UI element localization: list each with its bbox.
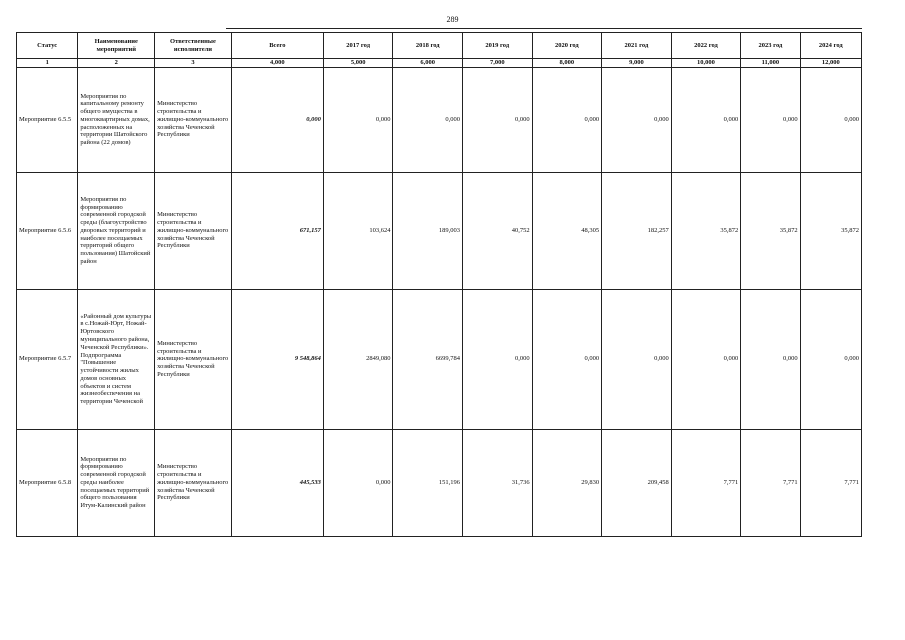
row-value: 0,000 bbox=[800, 67, 861, 172]
header-year: 2021 год bbox=[602, 33, 672, 59]
row-value: 0,000 bbox=[671, 289, 741, 429]
index-cell: 8,000 bbox=[532, 59, 602, 68]
header-status: Статус bbox=[17, 33, 78, 59]
row-total: 0,000 bbox=[231, 67, 323, 172]
row-executors: Министерство строительства и жилищно-коммунального хозяйства Чеченской Республики bbox=[155, 67, 232, 172]
row-value: 35,872 bbox=[671, 172, 741, 289]
header-year: 2017 год bbox=[323, 33, 393, 59]
row-total: 445,533 bbox=[231, 429, 323, 536]
header-year: 2019 год bbox=[463, 33, 533, 59]
index-cell: 12,000 bbox=[800, 59, 861, 68]
row-value: 0,000 bbox=[323, 429, 393, 536]
row-value: 0,000 bbox=[671, 67, 741, 172]
table-row bbox=[17, 172, 862, 289]
row-name: «Районный дом культуры в с.Ножай-Юрт, Ножай-Юртовского муниципального района, Чеченской Республики». Подпрограмма "Повышение устойчивости жилых домов основных объектов и систем жизнеобеспечения на территории Чеченской bbox=[78, 289, 155, 429]
header-top-line bbox=[226, 28, 862, 29]
row-value: 7,771 bbox=[741, 429, 800, 536]
row-status: Мероприятие 6.5.8 bbox=[17, 429, 78, 536]
row-value: 0,000 bbox=[532, 289, 602, 429]
index-cell: 6,000 bbox=[393, 59, 463, 68]
index-cell: 10,000 bbox=[671, 59, 741, 68]
row-executors: Министерство строительства и жилищно-коммунального хозяйства Чеченской Республики bbox=[155, 429, 232, 536]
row-value: 40,752 bbox=[463, 172, 533, 289]
row-value: 209,458 bbox=[602, 429, 672, 536]
row-value: 48,305 bbox=[532, 172, 602, 289]
row-status: Мероприятие 6.5.5 bbox=[17, 67, 78, 172]
row-name: Мероприятия по формированию современной городской среды (благоустройство дворовых территорий и наиболее посещаемых территорий общего пользования) Шатойский район bbox=[78, 172, 155, 289]
row-value: 103,624 bbox=[323, 172, 393, 289]
header-year: 2022 год bbox=[671, 33, 741, 59]
header-year: 2018 год bbox=[393, 33, 463, 59]
index-cell: 9,000 bbox=[602, 59, 672, 68]
table-row bbox=[17, 67, 862, 172]
page-number: 289 bbox=[446, 15, 459, 24]
row-value: 0,000 bbox=[532, 67, 602, 172]
row-value: 0,000 bbox=[323, 67, 393, 172]
row-value: 0,000 bbox=[602, 67, 672, 172]
header-year: 2024 год bbox=[800, 33, 861, 59]
row-value: 0,000 bbox=[602, 289, 672, 429]
row-value: 151,196 bbox=[393, 429, 463, 536]
row-value: 31,736 bbox=[463, 429, 533, 536]
row-executors: Министерство строительства и жилищно-коммунального хозяйства Чеченской Республики bbox=[155, 289, 232, 429]
header-executors: Ответственные исполнители bbox=[155, 33, 232, 59]
index-cell: 5,000 bbox=[323, 59, 393, 68]
row-value: 0,000 bbox=[463, 67, 533, 172]
row-status: Мероприятие 6.5.6 bbox=[17, 172, 78, 289]
row-total: 9 548,864 bbox=[231, 289, 323, 429]
row-total: 671,157 bbox=[231, 172, 323, 289]
row-value: 29,830 bbox=[532, 429, 602, 536]
row-status: Мероприятие 6.5.7 bbox=[17, 289, 78, 429]
index-cell: 7,000 bbox=[463, 59, 533, 68]
index-row bbox=[17, 59, 862, 68]
row-value: 6699,784 bbox=[393, 289, 463, 429]
row-value: 0,000 bbox=[393, 67, 463, 172]
row-name: Мероприятия по формированию современной городской среды наиболее посещаемых территорий общего пользования Итум-Калинский район bbox=[78, 429, 155, 536]
row-value: 7,771 bbox=[800, 429, 861, 536]
row-value: 0,000 bbox=[741, 289, 800, 429]
row-value: 35,872 bbox=[800, 172, 861, 289]
row-value: 0,000 bbox=[800, 289, 861, 429]
header-total: Всего bbox=[231, 33, 323, 59]
row-value: 189,003 bbox=[393, 172, 463, 289]
index-cell: 2 bbox=[78, 59, 155, 68]
row-executors: Министерство строительства и жилищно-коммунального хозяйства Чеченской Республики bbox=[155, 172, 232, 289]
index-cell: 3 bbox=[155, 59, 232, 68]
header-name: Наименование мероприятий bbox=[78, 33, 155, 59]
index-cell: 1 bbox=[17, 59, 78, 68]
row-name: Мероприятия по капитальному ремонту общего имущества в многоквартирных домах, расположенных на территории Шатойского района (22 домов) bbox=[78, 67, 155, 172]
table-row bbox=[17, 289, 862, 429]
index-cell: 11,000 bbox=[741, 59, 800, 68]
row-value: 0,000 bbox=[463, 289, 533, 429]
index-cell: 4,000 bbox=[231, 59, 323, 68]
budget-table bbox=[16, 32, 862, 537]
row-value: 0,000 bbox=[741, 67, 800, 172]
row-value: 182,257 bbox=[602, 172, 672, 289]
table-row bbox=[17, 429, 862, 536]
header-year: 2023 год bbox=[741, 33, 800, 59]
row-value: 35,872 bbox=[741, 172, 800, 289]
row-value: 2849,080 bbox=[323, 289, 393, 429]
header-year: 2020 год bbox=[532, 33, 602, 59]
row-value: 7,771 bbox=[671, 429, 741, 536]
